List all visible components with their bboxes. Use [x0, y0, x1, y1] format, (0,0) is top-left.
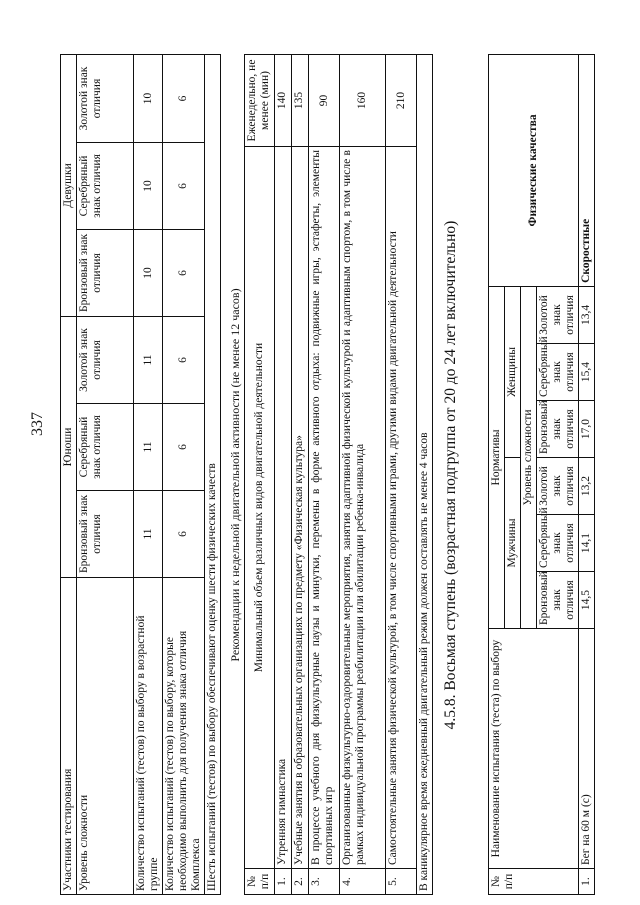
- col-num-header: № п/п: [245, 869, 275, 895]
- badge-silver: Серебряный знак отличия: [537, 344, 579, 401]
- row-label: Количество испытаний (тестов) по выбору, которые необходимо выполнить для получения знака отличия Комплекса: [163, 578, 205, 895]
- badge-gold: Золотой знак отличия: [537, 458, 579, 515]
- participants-label: Участники тестирования: [61, 578, 77, 895]
- cell-value: 10: [134, 229, 163, 316]
- row-text: Организованные физкультурно-оздоровительные мероприятия, занятия адаптивной физической культурой и адаптивным спортом, в том числе в рамках индивидуальной программы реабилитации или абилитации ребенка-инвалида: [340, 147, 386, 869]
- badge-requirements-table: [60, 54, 221, 895]
- cell-value: 11: [134, 404, 163, 491]
- badge-bronze: Бронзовый знак отличия: [537, 401, 579, 458]
- row-text: Утренняя гимнастика: [275, 147, 292, 869]
- row-num: 2.: [292, 869, 309, 895]
- cell-value: 15,4: [579, 344, 595, 401]
- cell-value: 14,1: [579, 515, 595, 572]
- weekly-activity-table: [244, 54, 433, 895]
- cell-value: 6: [163, 491, 205, 578]
- row-value: 210: [386, 55, 417, 147]
- cell-value: 6: [163, 404, 205, 491]
- table-row: [417, 55, 433, 895]
- badge-silver: Серебряный знак отличия: [77, 404, 134, 491]
- difficulty-label: Уровень сложности: [77, 578, 134, 895]
- row-test: Бег на 60 м (с): [579, 629, 595, 869]
- col-qualities-header: Физические качества: [489, 54, 579, 286]
- col-norms-header: Нормативы: [489, 286, 505, 628]
- badge-silver: Серебряный знак отличия: [77, 142, 134, 229]
- activity-caption: Рекомендации к недельной двигательной активности (не менее 12 часов): [228, 288, 242, 662]
- group-boys: Юноши: [61, 316, 77, 577]
- row-value: 140: [275, 55, 292, 147]
- table-row: [340, 55, 386, 895]
- table-row: [292, 55, 309, 895]
- table-row: [386, 55, 417, 895]
- badge-silver: Серебряный знак отличия: [537, 515, 579, 572]
- badge-bronze: Бронзовый знак отличия: [77, 229, 134, 316]
- row-text: В процессе учебного дня физкультурные паузы и минутки, перемены в форме активного отдыха: подвижные игры, эстафеты, элементы спортивных игр: [309, 147, 340, 869]
- col-test-header: Наименование испытания (теста) по выбору: [489, 629, 579, 869]
- badge-gold: Золотой знак отличия: [77, 54, 134, 142]
- cell-value: 11: [134, 316, 163, 403]
- row-value: 135: [292, 55, 309, 147]
- badge-bronze: Бронзовый знак отличия: [537, 572, 579, 629]
- table-footer: В каникулярное время ежедневный двигательный режим должен составлять не менее 4 часов: [417, 55, 433, 895]
- col-time-header: Еженедельно, не менее (мин): [245, 55, 275, 147]
- group-girls: Девушки: [61, 54, 77, 316]
- col-num-header: № п/п: [489, 869, 579, 895]
- cell-value: 10: [134, 142, 163, 229]
- group-men: Мужчины: [505, 458, 521, 629]
- table-row: [275, 55, 292, 895]
- row-num: 4.: [340, 869, 386, 895]
- page-number: 337: [29, 412, 46, 436]
- row-value: 90: [309, 55, 340, 147]
- cell-value: 11: [134, 491, 163, 578]
- row-text: Учебные занятия в образовательных организациях по предмету «Физическая культура»: [292, 147, 309, 869]
- table-row: [134, 54, 163, 894]
- cell-value: 13,2: [579, 458, 595, 515]
- cell-value: 17,0: [579, 401, 595, 458]
- row-num: 5.: [386, 869, 417, 895]
- table-row: [579, 54, 595, 894]
- row-quality: Скоростные: [579, 54, 595, 286]
- cell-value: 10: [134, 54, 163, 142]
- rotated-page-content: [60, 55, 620, 895]
- row-num: 3.: [309, 869, 340, 895]
- col-activity-header: Минимальный объем различных видов двигательной деятельности: [245, 147, 275, 869]
- badge-gold: Золотой знак отличия: [77, 316, 134, 403]
- row-text: Самостоятельные занятия физической культурой, в том числе спортивными играми, другими видами двигательной деятельности: [386, 147, 417, 869]
- row-value: 160: [340, 55, 386, 147]
- cell-value: 13,4: [579, 286, 595, 343]
- section-heading: 4.5.8. Восьмая ступень (возрастная подгруппа от 20 до 24 лет включительно): [442, 220, 459, 730]
- row-label: Шесть испытаний (тестов) по выбору обеспечивают оценку шести физических качеств: [205, 54, 221, 894]
- cell-value: 6: [163, 142, 205, 229]
- table-row: [163, 54, 205, 894]
- table-row: [205, 54, 221, 894]
- cell-value: 6: [163, 229, 205, 316]
- difficulty-label: Уровень сложности: [521, 286, 537, 628]
- stage-eight-norms-table: [488, 54, 595, 895]
- row-num: 1.: [579, 869, 595, 895]
- badge-bronze: Бронзовый знак отличия: [77, 491, 134, 578]
- row-label: Количество испытаний (тестов) по выбору в возрастной группе: [134, 578, 163, 895]
- table-row: [309, 55, 340, 895]
- row-num: 1.: [275, 869, 292, 895]
- cell-value: 6: [163, 54, 205, 142]
- cell-value: 14,5: [579, 572, 595, 629]
- badge-gold: Золотой знак отличия: [537, 286, 579, 343]
- group-women: Женщины: [505, 286, 521, 457]
- cell-value: 6: [163, 316, 205, 403]
